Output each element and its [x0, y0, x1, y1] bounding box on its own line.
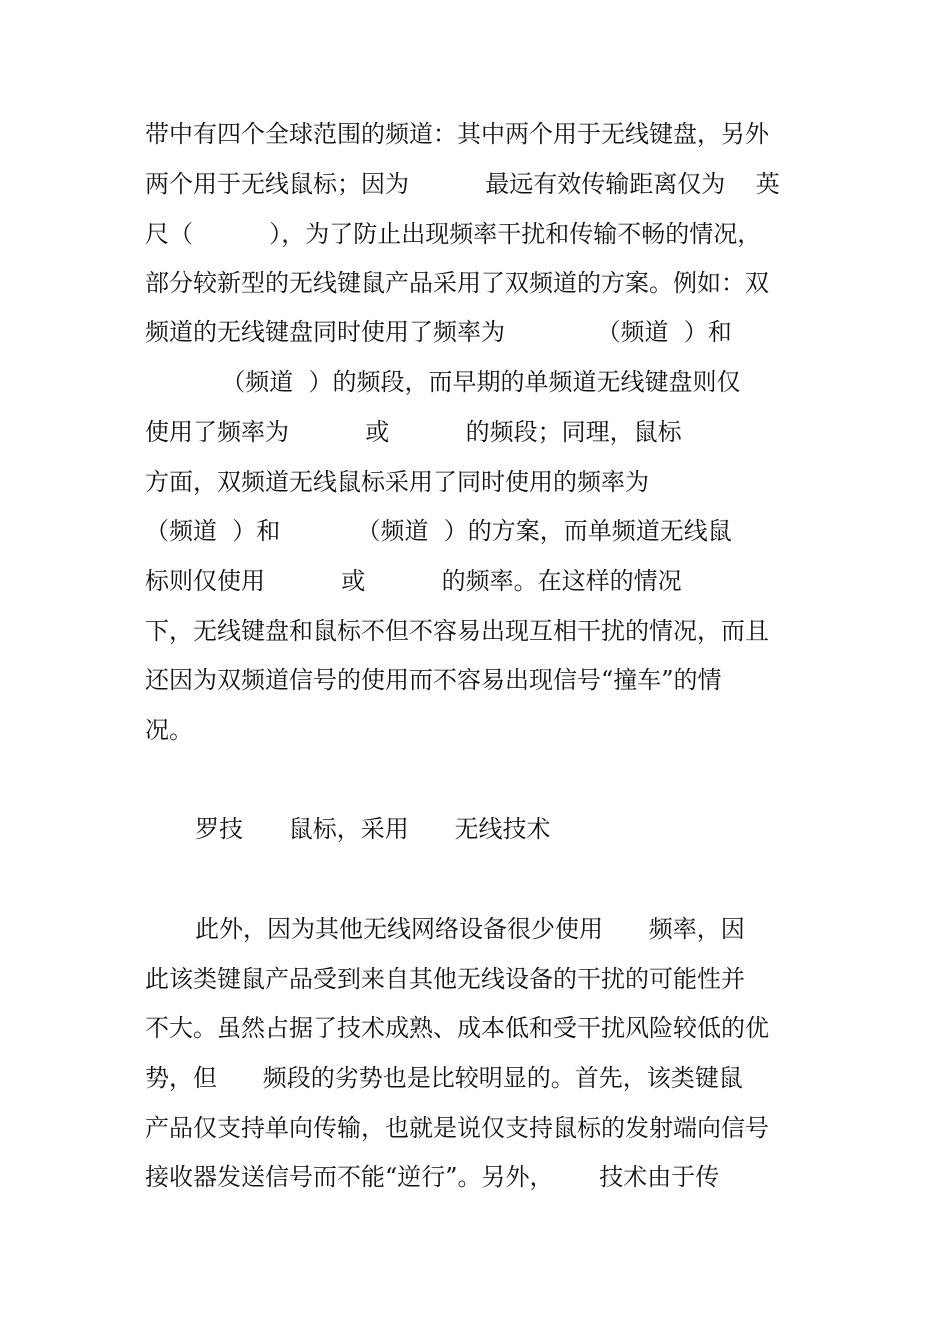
- paragraph-1-line-10: 标则仅使用 或 的频率。在这样的情况: [145, 567, 682, 595]
- paragraph-1-line-9: （频道 ）和 （频道 ）的方案，而单频道无线鼠: [145, 517, 732, 545]
- paragraph-2-line-2: 此该类键鼠产品受到来自其他无线设备的干扰的可能性并: [145, 965, 745, 993]
- paragraph-2-line-3: 不大。虽然占据了技术成熟、成本低和受干扰风险较低的优: [145, 1014, 769, 1042]
- paragraph-2-line-1: 此外，因为其他无线网络设备很少使用 频率，因: [195, 915, 745, 943]
- paragraph-1-line-12: 还因为双频道信号的使用而不容易出现信号“撞车”的情: [145, 666, 722, 694]
- paragraph-1-line-3: 尺（ ），为了防止出现频率干扰和传输不畅的情况，: [145, 220, 762, 248]
- paragraph-1-line-2: 两个用于无线鼠标；因为 最远有效传输距离仅为 英: [145, 170, 780, 198]
- figure-caption: 罗技 鼠标，采用 无线技术: [195, 815, 551, 843]
- paragraph-1-line-5: 频道的无线键盘同时使用了频率为 （频道 ）和: [145, 318, 732, 346]
- paragraph-1-line-8: 方面，双频道无线鼠标采用了同时使用的频率为: [145, 468, 649, 496]
- paragraph-1-line-7: 使用了频率为 或 的频段；同理，鼠标: [145, 418, 682, 446]
- paragraph-1-line-13: 况。: [145, 716, 193, 744]
- paragraph-1-line-4: 部分较新型的无线键鼠产品采用了双频道的方案。例如：双: [145, 269, 769, 297]
- paragraph-1-line-11: 下，无线键盘和鼠标不但不容易出现互相干扰的情况，而且: [145, 617, 769, 645]
- paragraph-2-line-6: 接收器发送信号而不能“逆行”。另外， 技术由于传: [145, 1163, 720, 1191]
- paragraph-2-line-5: 产品仅支持单向传输，也就是说仅支持鼠标的发射端向信号: [145, 1114, 769, 1142]
- paragraph-1-line-1: 带中有四个全球范围的频道：其中两个用于无线键盘，另外: [145, 120, 769, 148]
- paragraph-1-line-6: （频道 ）的频段，而早期的单频道无线键盘则仅: [145, 368, 741, 396]
- paragraph-2-line-4: 势，但 频段的劣势也是比较明显的。首先，该类键鼠: [145, 1064, 743, 1092]
